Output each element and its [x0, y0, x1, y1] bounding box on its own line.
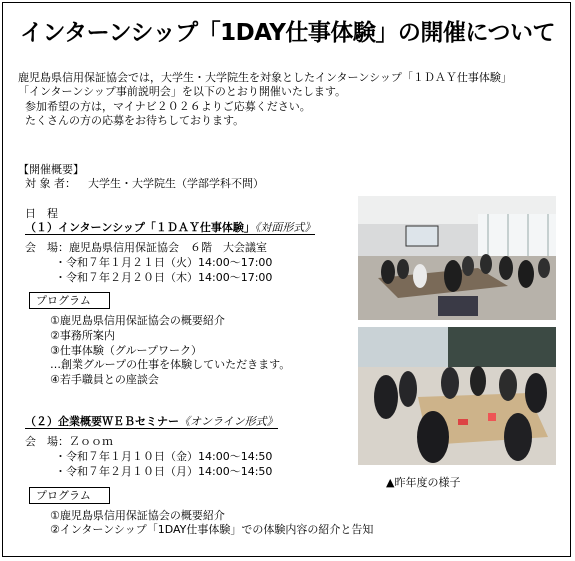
target-label: 対 象 者：: [25, 177, 76, 190]
event1-program-item: ③仕事体験（グループワーク）: [50, 344, 202, 357]
intro-line: 参加希望の方は，マイナビ２０２６よりご応募ください。: [25, 100, 311, 113]
photo-meeting-room-image: [358, 196, 556, 320]
event1-title-text: （１）インターンシップ「１ＤＡＹ仕事体験」: [25, 221, 255, 234]
target-value: 大学生・大学院生（学部学科不問）: [88, 177, 264, 190]
intro-line: 「インターンシップ事前説明会」を以下のとおり開催いたします。: [18, 85, 346, 98]
event2-date: ・令和７年２月１０日（月）14:00～14:50: [55, 465, 273, 478]
event1-format: 《対面形式》: [254, 221, 316, 234]
event2-venue: 会 場：Ｚｏｏｍ: [25, 435, 113, 448]
event1-date: ・令和７年２月２０日（木）14:00～17:00: [55, 271, 273, 284]
intro-line: たくさんの方の応募をお待ちしております。: [25, 114, 245, 127]
event2-program-item: ②インターンシップ「1DAY仕事体験」での体験内容の紹介と告知: [50, 523, 374, 536]
photo-meeting-room: [358, 196, 556, 320]
photo-group-work: [358, 327, 556, 465]
event1-program-item: …創業グループの仕事を体験していただきます。: [50, 358, 291, 371]
event2-title: [25, 415, 278, 429]
event2-program-item: ①鹿児島県信用保証協会の概要紹介: [50, 509, 225, 522]
overview-heading: 【開催概要】: [18, 163, 84, 176]
event1-program-item: ①鹿児島県信用保証協会の概要紹介: [50, 314, 225, 327]
event1-title: [25, 221, 315, 235]
schedule-label: 日 程: [25, 207, 58, 220]
intro-line: 鹿児島県信用保証協会では，大学生・大学院生を対象としたインターンシップ「１ＤＡＹ仕事体験」: [18, 71, 512, 84]
event1-venue: 会 場：鹿児島県信用保証協会 ６階 大会議室: [25, 241, 267, 254]
event2-date: ・令和７年１月１０日（金）14:00～14:50: [55, 450, 273, 463]
event1-program-item: ④若手職員との座談会: [50, 373, 159, 386]
event2-title-text: （２）企業概要ＷＥＢセミナー: [25, 415, 179, 428]
photo-caption: ▲昨年度の様子: [386, 476, 461, 489]
page-title: インターンシップ「1DAY仕事体験」の開催について: [20, 20, 555, 46]
event2-program-label: プログラム: [29, 487, 110, 504]
event2-format: 《オンライン形式》: [179, 415, 278, 428]
photo-group-work-image: [358, 327, 556, 465]
event1-date: ・令和７年１月２１日（火）14:00～17:00: [55, 256, 273, 269]
event1-program-item: ②事務所案内: [50, 329, 115, 342]
event1-program-label: プログラム: [29, 292, 110, 309]
